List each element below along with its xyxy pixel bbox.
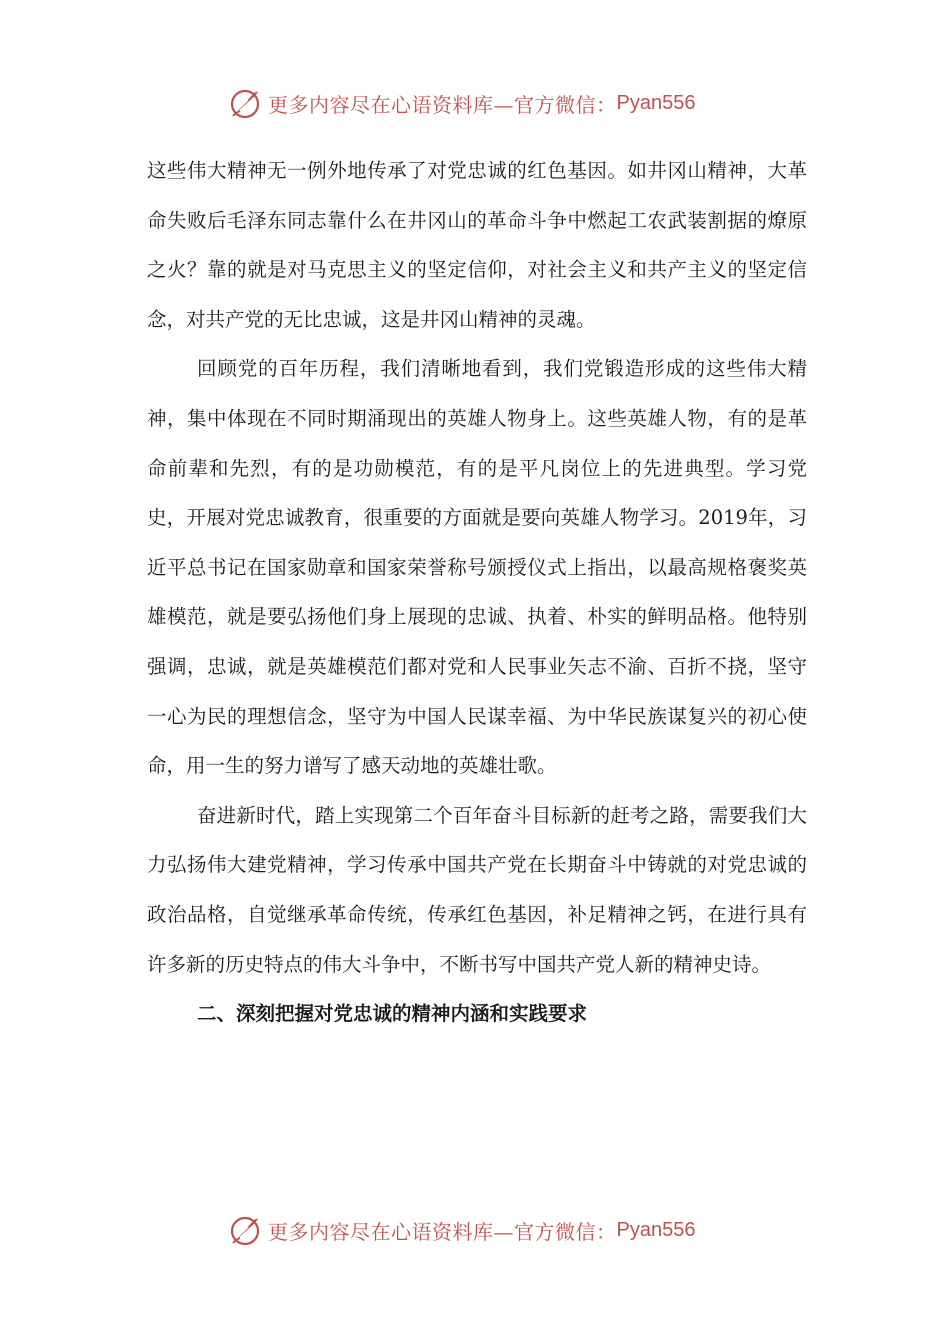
watermark-banner-top xyxy=(228,83,695,123)
paragraph-1: 这些伟大精神无一例外地传承了对党忠诚的红色基因。如井冈山精神，大革命失败后毛泽东同志靠什么在井冈山的革命斗争中燃起工农武装割据的燎原之火？靠的就是对马克思主义的坚定信仰，对社会主义和共产主义的坚定信念，对共产党的无比忠诚，这是井冈山精神的灵魂。 xyxy=(147,159,807,331)
watermark-banner-bottom xyxy=(228,1210,695,1250)
paragraph-2: 回顾党的百年历程，我们清晰地看到，我们党锻造形成的这些伟大精神，集中体现在不同时期涌现出的英雄人物身上。这些英雄人物，有的是革命前辈和先烈，有的是功勋模范，有的是平凡岗位上的先进典型。学习党史，开展对党忠诚教育，很重要的方面就是要向英雄人物学习。2019年，习近平总书记在国家勋章和国家荣誉称号颁授仪式上指出，以最高规格褒奖英雄模范，就是要弘扬他们身上展现的忠诚、执着、朴实的鲜明品格。他特别强调，忠诚，就是英雄模范们都对党和人民事业矢志不渝、百折不挠，坚守一心为民的理想信念，坚守为中国人民谋幸福、为中华民族谋复兴的初心使命，用一生的努力谱写了感天动地的英雄壮歌。 xyxy=(147,357,807,778)
watermark-text: 更多内容尽在心语资料库—官方微信： xyxy=(268,92,617,117)
watermark-handle: Pyan556 xyxy=(616,91,696,114)
watermark-handle: Pyan556 xyxy=(616,1218,696,1241)
document-body xyxy=(147,146,807,1039)
paragraph-3: 奋进新时代，踏上实现第二个百年奋斗目标新的赶考之路，需要我们大力弘扬伟大建党精神，学习传承中国共产党在长期奋斗中铸就的对党忠诚的政治品格，自觉继承革命传统，传承红色基因，补足精神之钙，在进行具有许多新的历史特点的伟大斗争中，不断书写中国共产党人新的精神史诗。 xyxy=(147,803,807,976)
quill-logo-icon xyxy=(228,1212,264,1248)
watermark-text: 更多内容尽在心语资料库—官方微信： xyxy=(268,1219,617,1244)
quill-logo-icon xyxy=(228,85,264,121)
section-heading: 二、深刻把握对党忠诚的精神内涵和实践要求 xyxy=(197,1002,588,1026)
